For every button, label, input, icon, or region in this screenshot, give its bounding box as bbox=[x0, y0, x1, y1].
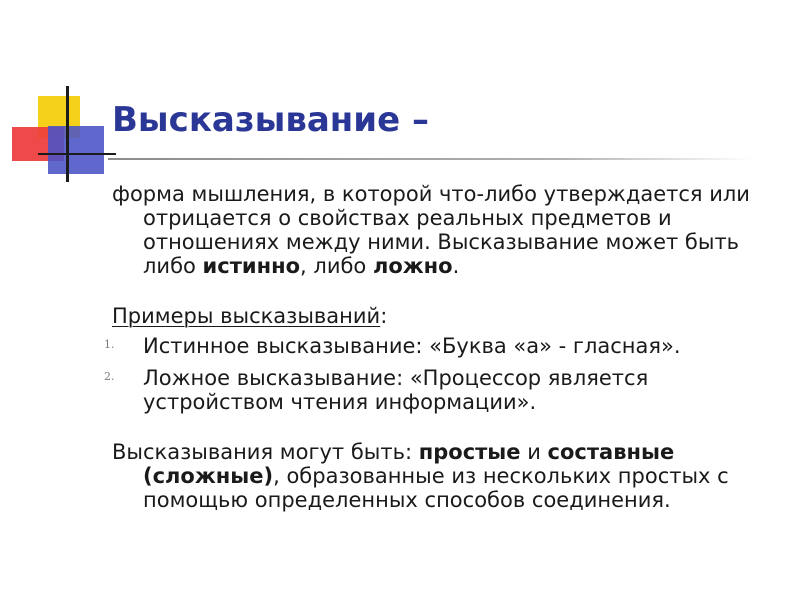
example-text-2: Ложное высказывание: «Процессор является устройством чтения информации». bbox=[143, 366, 649, 414]
logo-vertical-line bbox=[66, 86, 69, 182]
example-item-2 bbox=[104, 366, 790, 414]
kinds-text-2: и bbox=[520, 440, 548, 464]
examples-heading-colon: : bbox=[380, 304, 388, 328]
kinds-text-1: Высказывания могут быть: bbox=[112, 440, 419, 464]
example-number-2: 2. bbox=[104, 370, 115, 383]
definition-true-term: истинно bbox=[202, 254, 301, 278]
kinds-simple-term: простые bbox=[418, 440, 521, 464]
kinds-text-3: , образованные из нескольких простых с помощью определенных способов соединения. bbox=[143, 464, 729, 512]
logo-horizontal-line bbox=[38, 153, 116, 155]
example-text-1: Истинное высказывание: «Буква «а» - гласная». bbox=[143, 334, 681, 358]
decorative-logo bbox=[0, 0, 120, 200]
slide-title: Высказывание – bbox=[112, 100, 430, 140]
definition-text-3: . bbox=[452, 254, 460, 278]
definition-paragraph bbox=[112, 182, 790, 278]
example-number-1: 1. bbox=[104, 338, 115, 351]
definition-false-term: ложно bbox=[372, 254, 453, 278]
example-item-1 bbox=[104, 334, 790, 358]
examples-list bbox=[104, 334, 790, 414]
title-divider bbox=[108, 158, 753, 160]
kinds-compound-term: составные (сложные) bbox=[143, 440, 675, 488]
definition-text-1: форма мышления, в которой что-либо утверждается или отрицается о свойствах реальных предметов и отношениях между ними. Высказывание может быть либо bbox=[112, 182, 750, 278]
definition-text-2: , либо bbox=[300, 254, 373, 278]
examples-heading-text: Примеры высказываний bbox=[112, 304, 381, 328]
examples-heading bbox=[112, 304, 790, 328]
slide-content bbox=[104, 182, 790, 512]
logo-blue-square bbox=[48, 126, 104, 174]
kinds-paragraph bbox=[112, 440, 790, 512]
